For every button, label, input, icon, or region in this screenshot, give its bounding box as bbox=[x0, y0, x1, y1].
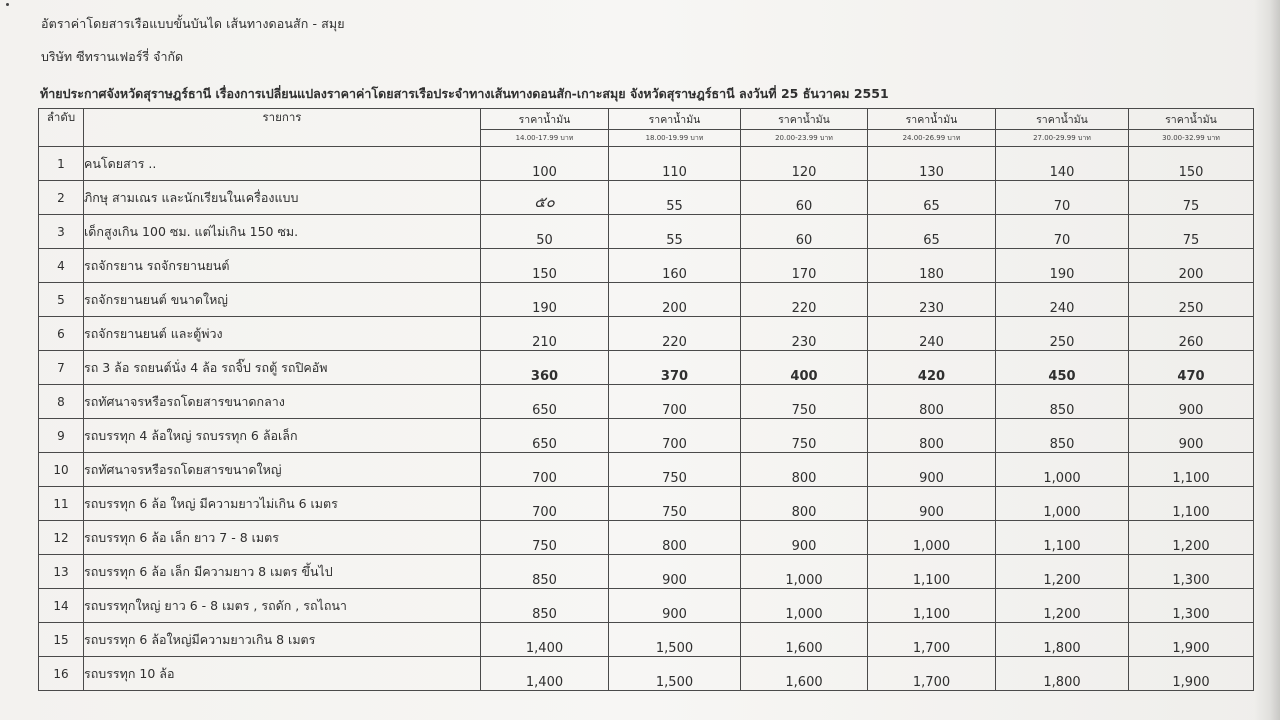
header-row bbox=[39, 109, 1254, 130]
row-number: 6 bbox=[39, 317, 84, 351]
price-cell: 180 bbox=[868, 249, 996, 283]
table-row bbox=[39, 657, 1254, 691]
price-cell: 750 bbox=[741, 385, 868, 419]
row-item: รถจักรยานยนต์ และตู้พ่วง bbox=[84, 317, 481, 351]
price-cell: 1,100 bbox=[1129, 453, 1254, 487]
price-cell: 1,200 bbox=[1129, 521, 1254, 555]
price-cell: 800 bbox=[868, 419, 996, 453]
row-number: 2 bbox=[39, 181, 84, 215]
price-cell: 1,000 bbox=[868, 521, 996, 555]
row-item: รถบรรทุก 6 ล้อ เล็ก ยาว 7 - 8 เมตร bbox=[84, 521, 481, 555]
price-cell: 60 bbox=[741, 215, 868, 249]
price-cell: 1,600 bbox=[741, 657, 868, 691]
price-range: 30.00-32.99 บาท bbox=[1129, 130, 1254, 147]
header-no: ลำดับ bbox=[39, 109, 84, 147]
price-cell: 50 bbox=[481, 215, 609, 249]
row-item: รถบรรทุก 6 ล้อใหญ่มีความยาวเกิน 8 เมตร bbox=[84, 623, 481, 657]
table-row bbox=[39, 283, 1254, 317]
price-cell: 700 bbox=[609, 385, 741, 419]
price-cell: 240 bbox=[868, 317, 996, 351]
row-item: รถบรรทุก 4 ล้อใหญ่ รถบรรทุก 6 ล้อเล็ก bbox=[84, 419, 481, 453]
price-cell: 1,300 bbox=[1129, 555, 1254, 589]
price-cell: 1,700 bbox=[868, 657, 996, 691]
price-cell: 200 bbox=[609, 283, 741, 317]
price-cell: 1,800 bbox=[996, 657, 1129, 691]
price-cell: 1,900 bbox=[1129, 657, 1254, 691]
price-cell: 250 bbox=[1129, 283, 1254, 317]
price-cell: 1,600 bbox=[741, 623, 868, 657]
row-number: 3 bbox=[39, 215, 84, 249]
price-cell: 900 bbox=[609, 555, 741, 589]
price-cell: 900 bbox=[868, 453, 996, 487]
price-cell: 250 bbox=[996, 317, 1129, 351]
row-number: 7 bbox=[39, 351, 84, 385]
price-cell: 850 bbox=[996, 419, 1129, 453]
row-item: รถบรรทุก 10 ล้อ bbox=[84, 657, 481, 691]
fare-table bbox=[38, 108, 1254, 691]
price-cell: 900 bbox=[741, 521, 868, 555]
price-cell: 420 bbox=[868, 351, 996, 385]
price-cell: 700 bbox=[481, 453, 609, 487]
price-cell: 700 bbox=[481, 487, 609, 521]
header-price: ราคาน้ำมัน bbox=[481, 109, 609, 130]
price-cell: 100 bbox=[481, 147, 609, 181]
row-item: รถทัศนาจรหรือรถโดยสารขนาดใหญ่ bbox=[84, 453, 481, 487]
binding-shadow bbox=[1254, 0, 1280, 720]
price-cell: 750 bbox=[609, 487, 741, 521]
table-row bbox=[39, 351, 1254, 385]
row-number: 14 bbox=[39, 589, 84, 623]
row-item: รถบรรทุก 6 ล้อ เล็ก มีความยาว 8 เมตร ขึ้นไป bbox=[84, 555, 481, 589]
price-cell: 200 bbox=[1129, 249, 1254, 283]
price-cell: 1,000 bbox=[741, 555, 868, 589]
row-item: เด็กสูงเกิน 100 ซม. แต่ไม่เกิน 150 ซม. bbox=[84, 215, 481, 249]
price-cell: 130 bbox=[868, 147, 996, 181]
price-range: 24.00-26.99 บาท bbox=[868, 130, 996, 147]
handwritten-price-cell: ๕๐ bbox=[481, 181, 609, 215]
price-cell: 450 bbox=[996, 351, 1129, 385]
fare-table-body bbox=[39, 147, 1254, 691]
price-cell: 1,400 bbox=[481, 623, 609, 657]
row-item: รถบรรทุก 6 ล้อ ใหญ่ มีความยาวไม่เกิน 6 เมตร bbox=[84, 487, 481, 521]
row-number: 13 bbox=[39, 555, 84, 589]
table-row bbox=[39, 317, 1254, 351]
table-row bbox=[39, 521, 1254, 555]
price-cell: 800 bbox=[609, 521, 741, 555]
row-item: รถจักรยาน รถจักรยานยนต์ bbox=[84, 249, 481, 283]
price-cell: 150 bbox=[1129, 147, 1254, 181]
row-number: 1 bbox=[39, 147, 84, 181]
table-row bbox=[39, 181, 1254, 215]
price-cell: 260 bbox=[1129, 317, 1254, 351]
price-cell: 230 bbox=[868, 283, 996, 317]
table-row bbox=[39, 453, 1254, 487]
price-cell: 900 bbox=[1129, 385, 1254, 419]
price-cell: 800 bbox=[741, 487, 868, 521]
price-cell: 1,000 bbox=[996, 453, 1129, 487]
table-row bbox=[39, 249, 1254, 283]
table-row bbox=[39, 555, 1254, 589]
price-cell: 150 bbox=[481, 249, 609, 283]
price-cell: 900 bbox=[868, 487, 996, 521]
table-row bbox=[39, 215, 1254, 249]
header-price: ราคาน้ำมัน bbox=[1129, 109, 1254, 130]
row-item: รถจักรยานยนต์ ขนาดใหญ่ bbox=[84, 283, 481, 317]
row-number: 16 bbox=[39, 657, 84, 691]
price-cell: 190 bbox=[996, 249, 1129, 283]
price-cell: 170 bbox=[741, 249, 868, 283]
price-cell: 850 bbox=[481, 555, 609, 589]
price-cell: 850 bbox=[996, 385, 1129, 419]
price-cell: 230 bbox=[741, 317, 868, 351]
price-cell: 750 bbox=[741, 419, 868, 453]
header-price: ราคาน้ำมัน bbox=[741, 109, 868, 130]
price-cell: 70 bbox=[996, 181, 1129, 215]
price-cell: 1,000 bbox=[996, 487, 1129, 521]
price-cell: 1,200 bbox=[996, 555, 1129, 589]
row-item: คนโดยสาร .. bbox=[84, 147, 481, 181]
row-number: 11 bbox=[39, 487, 84, 521]
table-row bbox=[39, 147, 1254, 181]
row-item: ภิกษุ สามเณร และนักเรียนในเครื่องแบบ bbox=[84, 181, 481, 215]
header-price: ราคาน้ำมัน bbox=[609, 109, 741, 130]
price-cell: 750 bbox=[609, 453, 741, 487]
price-cell: 1,100 bbox=[868, 555, 996, 589]
price-cell: 70 bbox=[996, 215, 1129, 249]
price-cell: 470 bbox=[1129, 351, 1254, 385]
price-cell: 65 bbox=[868, 181, 996, 215]
header-price: ราคาน้ำมัน bbox=[868, 109, 996, 130]
price-cell: 370 bbox=[609, 351, 741, 385]
company-name: บริษัท ซีทรานเฟอร์รี่ จำกัด bbox=[41, 49, 184, 64]
price-cell: 65 bbox=[868, 215, 996, 249]
price-range: 27.00-29.99 บาท bbox=[996, 130, 1129, 147]
ink-dot bbox=[6, 3, 9, 6]
price-cell: 1,000 bbox=[741, 589, 868, 623]
price-cell: 1,100 bbox=[868, 589, 996, 623]
price-cell: 240 bbox=[996, 283, 1129, 317]
price-cell: 220 bbox=[609, 317, 741, 351]
price-cell: 75 bbox=[1129, 181, 1254, 215]
price-cell: 140 bbox=[996, 147, 1129, 181]
price-cell: 900 bbox=[609, 589, 741, 623]
price-cell: 75 bbox=[1129, 215, 1254, 249]
header-item: รายการ bbox=[84, 109, 481, 147]
row-number: 9 bbox=[39, 419, 84, 453]
announcement-line: ท้ายประกาศจังหวัดสุราษฎร์ธานี เรื่องการเปลี่ยนแปลงราคาค่าโดยสารเรือประจำทางเส้นทางดอนสัก-เกาะสมุย จังหวัดสุราษฎร์ธานี ลงวันที่ 25 ธันวาคม 2551 bbox=[40, 86, 889, 101]
price-cell: 120 bbox=[741, 147, 868, 181]
price-cell: 800 bbox=[741, 453, 868, 487]
price-cell: 360 bbox=[481, 351, 609, 385]
price-range: 20.00-23.99 บาท bbox=[741, 130, 868, 147]
price-range: 14.00-17.99 บาท bbox=[481, 130, 609, 147]
price-cell: 220 bbox=[741, 283, 868, 317]
row-number: 4 bbox=[39, 249, 84, 283]
price-cell: 850 bbox=[481, 589, 609, 623]
price-cell: 60 bbox=[741, 181, 868, 215]
price-cell: 1,100 bbox=[1129, 487, 1254, 521]
price-cell: 1,500 bbox=[609, 657, 741, 691]
price-cell: 700 bbox=[609, 419, 741, 453]
table-row bbox=[39, 487, 1254, 521]
price-cell: 1,400 bbox=[481, 657, 609, 691]
table-row bbox=[39, 419, 1254, 453]
header-price: ราคาน้ำมัน bbox=[996, 109, 1129, 130]
price-range: 18.00-19.99 บาท bbox=[609, 130, 741, 147]
row-number: 15 bbox=[39, 623, 84, 657]
price-cell: 750 bbox=[481, 521, 609, 555]
row-item: รถ 3 ล้อ รถยนต์นั่ง 4 ล้อ รถจิ๊ป รถตู้ รถปิคอัพ bbox=[84, 351, 481, 385]
price-cell: 110 bbox=[609, 147, 741, 181]
row-number: 10 bbox=[39, 453, 84, 487]
price-cell: 400 bbox=[741, 351, 868, 385]
price-cell: 800 bbox=[868, 385, 996, 419]
price-cell: 1,800 bbox=[996, 623, 1129, 657]
price-cell: 1,700 bbox=[868, 623, 996, 657]
row-number: 12 bbox=[39, 521, 84, 555]
price-cell: 1,500 bbox=[609, 623, 741, 657]
price-cell: 55 bbox=[609, 181, 741, 215]
row-item: รถทัศนาจรหรือรถโดยสารขนาดกลาง bbox=[84, 385, 481, 419]
row-item: รถบรรทุกใหญ่ ยาว 6 - 8 เมตร , รถดัก , รถไถนา bbox=[84, 589, 481, 623]
document-title: อัตราค่าโดยสารเรือแบบขั้นบันได เส้นทางดอนสัก - สมุย bbox=[41, 16, 345, 31]
price-cell: 1,200 bbox=[996, 589, 1129, 623]
price-cell: 190 bbox=[481, 283, 609, 317]
price-cell: 1,100 bbox=[996, 521, 1129, 555]
price-cell: 900 bbox=[1129, 419, 1254, 453]
table-row bbox=[39, 623, 1254, 657]
price-cell: 650 bbox=[481, 419, 609, 453]
row-number: 8 bbox=[39, 385, 84, 419]
price-cell: 1,900 bbox=[1129, 623, 1254, 657]
price-cell: 160 bbox=[609, 249, 741, 283]
price-cell: 650 bbox=[481, 385, 609, 419]
row-number: 5 bbox=[39, 283, 84, 317]
price-cell: 1,300 bbox=[1129, 589, 1254, 623]
table-row bbox=[39, 385, 1254, 419]
table-row bbox=[39, 589, 1254, 623]
price-cell: 210 bbox=[481, 317, 609, 351]
price-cell: 55 bbox=[609, 215, 741, 249]
